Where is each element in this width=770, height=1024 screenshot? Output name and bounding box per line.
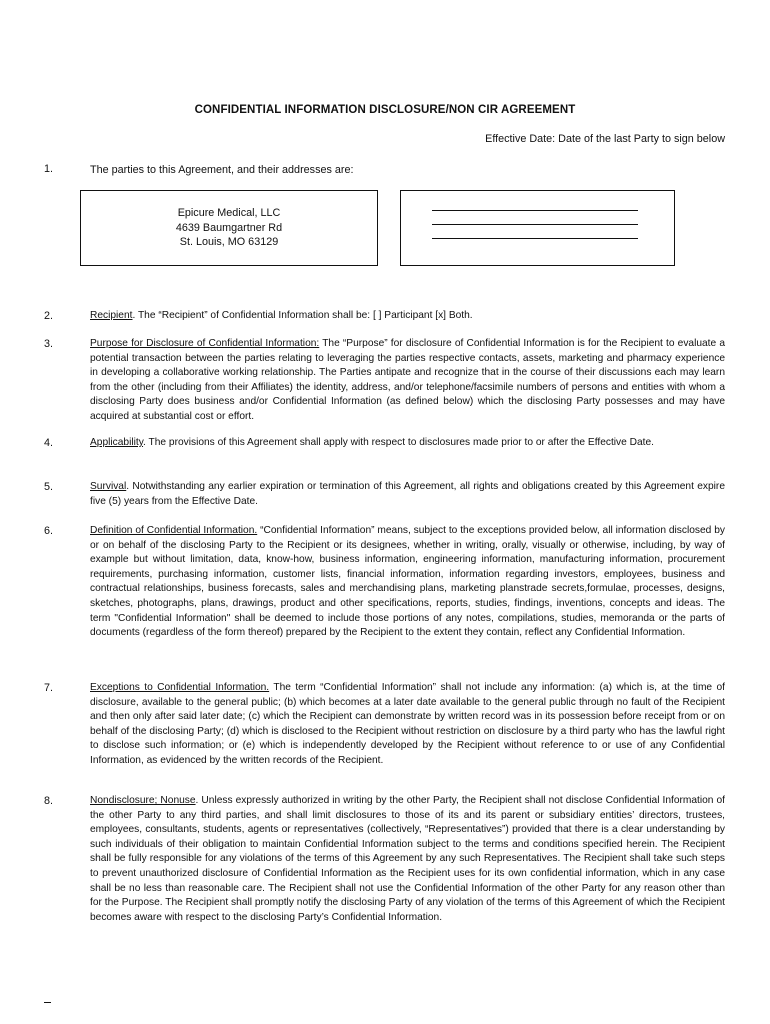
blank-line [432,224,638,225]
section-text: The term “Confidential Information” shall not include any information: (a) which is, at the time of disclosure, available to the general public; (b) which becomes at a later date available to the general public through no fault of the Recipient and then only after said later date; (c) which the Recipient can demonstrate by written record was in its possession before receipt from or on behalf of the disclosing Party; (d) which is disclosed to the Recipient without restriction on disclosure by a third party who has the lawful right to disclose such information; or (e) which is independently developed by the Recipient without reference to or use of any Confidential Information, as evidenced by the written records of the Recipient. [90,682,726,766]
section-5 [90,480,725,509]
section-heading: Applicability [90,437,144,448]
section-7 [90,681,725,769]
party-blank-lines [432,210,638,252]
section-heading: Definition of Confidential Information. [90,525,258,536]
section-text: The parties to this Agreement, and their addresses are: [90,164,354,176]
document-title: CONFIDENTIAL INFORMATION DISCLOSURE/NON CIR AGREEMENT [194,104,576,116]
section-text: . Unless expressly authorized in writing by the other Party, the Recipient shall not disclose Confidential Information of the other Party to any third parties, and shall limit disclosures to those of its and its parent or subsidiary entities’ directors, trustees, employees, consultants, students, agents or representatives (collectively, “Representatives”) provided that there is a clear understanding by such individuals of their obligation to maintain Confidential Information subject to the terms and conditions specified herein. The Recipient shall be fully responsible for any violations of the terms of this Agreement by any such Representatives. The Recipient shall take such steps to prevent unauthorized disclosure of Confidential Information as the Recipient uses for its own confidential information, which in any case shall be no less than reasonable care. The Recipient shall not use the Confidential Information of the other Party for any reason other than for the Purpose. The Recipient shall promptly notify the disclosing Party of any violation of the terms of this Agreement of which the Recipient becomes aware with respect to the disclosing Party’s Confidential Information. [90,795,725,923]
section-text: . The “Recipient” of Confidential Information shall be: [ ] Participant [x] Both. [132,310,473,321]
section-8 [90,794,725,925]
section-text: “Confidential Information” means, subject to the exceptions provided below, all information disclosed by or on behalf of the disclosing Party to the Recipient or its designees, whether in writing, orally, visually or otherwise, including, by way of example but without limitation, data, know-how, business information, engineering information, manufacturing information, procurement requirements, purchasing information, customer lists, financial information, information regarding investors, employees, business and contractual relationships, business forecasts, sales and merchandising plans, marketing planstrade secrets,formulae, processes, designs, sketches, photographs, plans, drawings, product and other specifications, reports, studies, findings, inventions, concepts and ideas. The term "Confidential Information" shall be deemed to include those portions of any notes, compilations, studies, memoranda or the parts of documents (regardless of the form thereof) prepared by the Recipient to the extent they contain, reflect any Confidential Information. [90,525,725,639]
section-heading: Survival [90,481,127,492]
section-number: 2. [44,310,54,322]
section-text: The “Purpose” for disclosure of Confidential Information is for the Recipient to evaluate a potential transaction between the parties relating to leveraging the parties respective contacts, assets, marketing and pharmacy experience in developing a collaborative working relationship. The Parties antipate and recognize that in the course of their discussions each may learn from the other (including from their Affiliates) the identity, address, and/or telephone/facsimile numbers of persons and entities with whom a disclosing Party does business and/or Confidential Information (as defined below) which the disclosing Party possesses and may have acquired at substantial cost or effort. [90,338,725,422]
section-6 [90,524,725,641]
section-number: 6. [44,525,54,537]
blank-line [432,238,638,239]
party-city: St. Louis, MO 63129 [179,236,279,248]
blank-line [432,210,638,211]
section-3 [90,337,725,425]
section-text: . Notwithstanding any earlier expiration or termination of this Agreement, all rights and obligations created by this Agreement expire five (5) years from the Effective Date. [90,481,725,507]
section-number: 1. [44,163,54,175]
section-number: 7. [44,682,54,694]
section-heading: Exceptions to Confidential Information. [90,682,270,693]
section-heading: Purpose for Disclosure of Confidential Information: [90,338,320,349]
section-number: 4. [44,437,54,449]
section-text: . The provisions of this Agreement shall apply with respect to disclosures made prior to or after the Effective Date. [143,437,654,448]
section-heading: Recipient [90,310,133,321]
party-address-left [80,206,378,250]
party-name: Epicure Medical, LLC [177,207,281,219]
party-street: 4639 Baumgartner Rd [175,221,283,234]
section-heading: Nondisclosure; Nonuse [90,795,196,806]
section-2 [90,309,725,324]
section-number: 8. [44,795,54,807]
page-footer-mark [44,1002,51,1003]
section-number: 3. [44,338,54,350]
section-number: 5. [44,481,54,493]
section-4 [90,436,725,451]
effective-date: Effective Date: Date of the last Party to sign below [485,133,725,145]
